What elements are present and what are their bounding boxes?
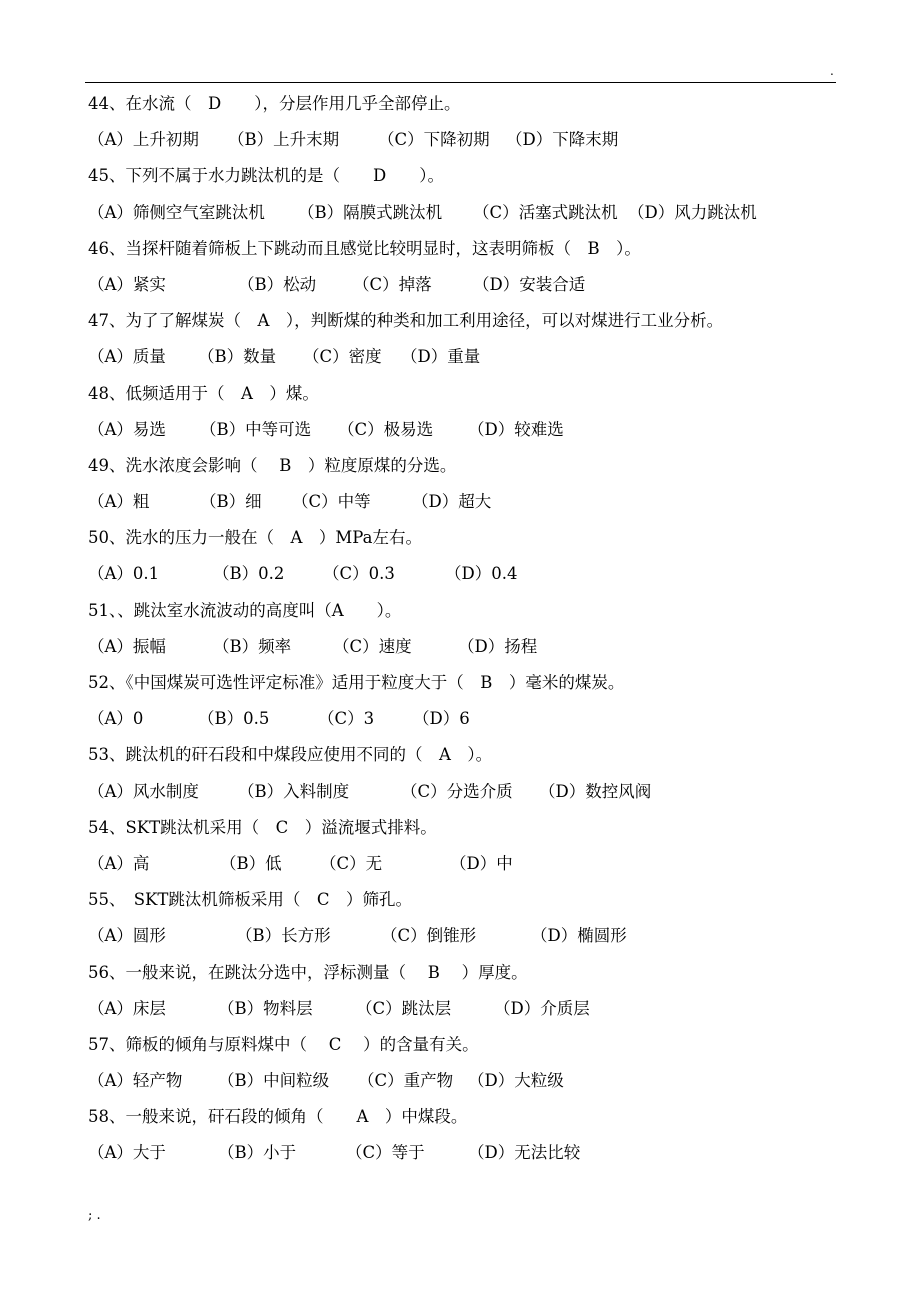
option-d: （D）0.4 (445, 564, 518, 584)
option-c: （C）3 (318, 709, 375, 729)
option-a: （A）大于 (88, 1143, 166, 1163)
question-stem: 55、 SKT跳汰机筛板采用（ C ）筛孔。 (88, 890, 413, 910)
option-d: （D）椭圆形 (531, 926, 627, 946)
question-options (88, 556, 848, 592)
option-a: （A）圆形 (88, 926, 166, 946)
question-stem: 46、当探杆随着筛板上下跳动而且感觉比较明显时，这表明筛板（ B ）。 (88, 238, 641, 258)
option-c: （C）下降初期 (378, 130, 490, 150)
option-c: （C）极易选 (338, 419, 434, 439)
question-options (88, 122, 848, 158)
question-stem: 52、《中国煤炭可选性评定标准》适用于粒度大于（ B ）毫米的煤炭。 (88, 673, 625, 692)
option-b: （B）细 (200, 492, 262, 512)
option-d: （D）中 (450, 853, 513, 873)
question-stem: 45、下列不属于水力跳汰机的是（ D ）。 (88, 166, 444, 186)
option-d: （D）安装合适 (473, 274, 586, 294)
option-d: （D）下降末期 (506, 130, 619, 150)
option-b: （B）入料制度 (238, 781, 350, 801)
question-stem: 47、为了了解煤炭（ A ），判断煤的种类和加工利用途径，可以对煤进行工业分析。 (88, 311, 724, 331)
option-a: （A）振幅 (88, 636, 166, 656)
question-list (88, 86, 848, 1172)
option-a: （A）粗 (88, 492, 150, 512)
header-rule (85, 82, 836, 83)
option-b: （B）0.5 (198, 709, 270, 729)
option-b: （B）中间粒级 (218, 1071, 330, 1091)
option-b: （B）中等可选 (200, 419, 312, 439)
question-options (88, 339, 848, 375)
option-b: （B）松动 (238, 274, 317, 294)
option-b: （B）0.2 (213, 564, 285, 584)
question-stem: 54、SKT跳汰机采用（ C ）溢流堰式排料。 (88, 817, 437, 837)
question-stem: 48、低频适用于（ A ）煤。 (88, 383, 319, 403)
footer-mark: ; . (88, 1208, 101, 1223)
option-a: （A）质量 (88, 347, 166, 367)
option-a: （A）筛侧空气室跳汰机 (88, 202, 265, 222)
option-a: （A）0.1 (88, 564, 160, 584)
option-a: （A）易选 (88, 419, 166, 439)
question-options (88, 918, 848, 954)
option-c: （C）中等 (292, 492, 371, 512)
option-c: （C）等于 (346, 1143, 425, 1163)
question-options (88, 774, 848, 810)
question-stem: 56、一般来说，在跳汰分选中，浮标测量（ B ）厚度。 (88, 962, 528, 982)
header-mark: . (830, 64, 834, 78)
question-options (88, 412, 848, 448)
option-c: （C）倒锥形 (381, 926, 477, 946)
option-b: （B）小于 (218, 1143, 297, 1163)
question-stem: 51、、跳汰室水流波动的高度叫（A ）。 (88, 600, 402, 620)
question-options (88, 1135, 848, 1171)
option-a: （A）轻产物 (88, 1071, 183, 1091)
option-d: （D）较难选 (468, 419, 564, 439)
question-stem: 44、在水流（ D ），分层作用几乎全部停止。 (88, 94, 461, 113)
option-b: （B）物料层 (218, 998, 313, 1018)
option-a: （A）床层 (88, 998, 166, 1018)
option-c: （C）重产物 (358, 1071, 454, 1091)
question-options (88, 484, 848, 520)
option-b: （B）频率 (213, 636, 292, 656)
option-d: （D）大粒级 (468, 1071, 564, 1091)
option-a: （A）高 (88, 853, 150, 873)
option-b: （B）上升末期 (228, 130, 340, 150)
option-c: （C）跳汰层 (356, 998, 452, 1018)
option-d: （D）重量 (401, 347, 481, 367)
question-stem: 57、筛板的倾角与原料煤中（ C ）的含量有关。 (88, 1034, 479, 1054)
option-c: （C）分选介质 (401, 781, 513, 801)
question-options (88, 846, 848, 882)
option-d: （D）风力跳汰机 (628, 202, 757, 222)
option-a: （A）紧实 (88, 274, 166, 294)
option-a: （A）上升初期 (88, 130, 199, 150)
question-options (88, 267, 848, 303)
option-c: （C）密度 (303, 347, 382, 367)
question-options (88, 991, 848, 1027)
option-c: （C）0.3 (323, 564, 395, 584)
option-d: （D）扬程 (458, 636, 538, 656)
question-options (88, 629, 848, 665)
question-stem: 50、洗水的压力一般在（ A ）MPa左右。 (88, 528, 423, 548)
option-c: （C）速度 (333, 636, 412, 656)
option-d: （D）6 (413, 709, 470, 729)
question-stem: 49、洗水浓度会影响（ B ）粒度原煤的分选。 (88, 455, 457, 475)
question-options (88, 195, 848, 231)
option-d: （D）介质层 (494, 998, 590, 1018)
option-c: （C）掉落 (353, 274, 432, 294)
question-options (88, 1063, 848, 1099)
option-a: （A）0 (88, 709, 144, 729)
option-c: （C）无 (320, 853, 383, 873)
option-b: （B）低 (220, 853, 282, 873)
option-d: （D）无法比较 (468, 1143, 581, 1163)
option-a: （A）风水制度 (88, 781, 199, 801)
option-d: （D）超大 (412, 492, 492, 512)
option-b: （B）长方形 (236, 926, 331, 946)
option-b: （B）数量 (198, 347, 277, 367)
question-stem: 58、一般来说，矸石段的倾角（ A ）中煤段。 (88, 1107, 468, 1127)
option-c: （C）活塞式跳汰机 (473, 202, 618, 222)
option-b: （B）隔膜式跳汰机 (298, 202, 443, 222)
question-stem: 53、跳汰机的矸石段和中煤段应使用不同的（ A ）。 (88, 745, 493, 765)
option-d: （D）数控风阀 (539, 781, 652, 801)
question-options (88, 701, 848, 737)
